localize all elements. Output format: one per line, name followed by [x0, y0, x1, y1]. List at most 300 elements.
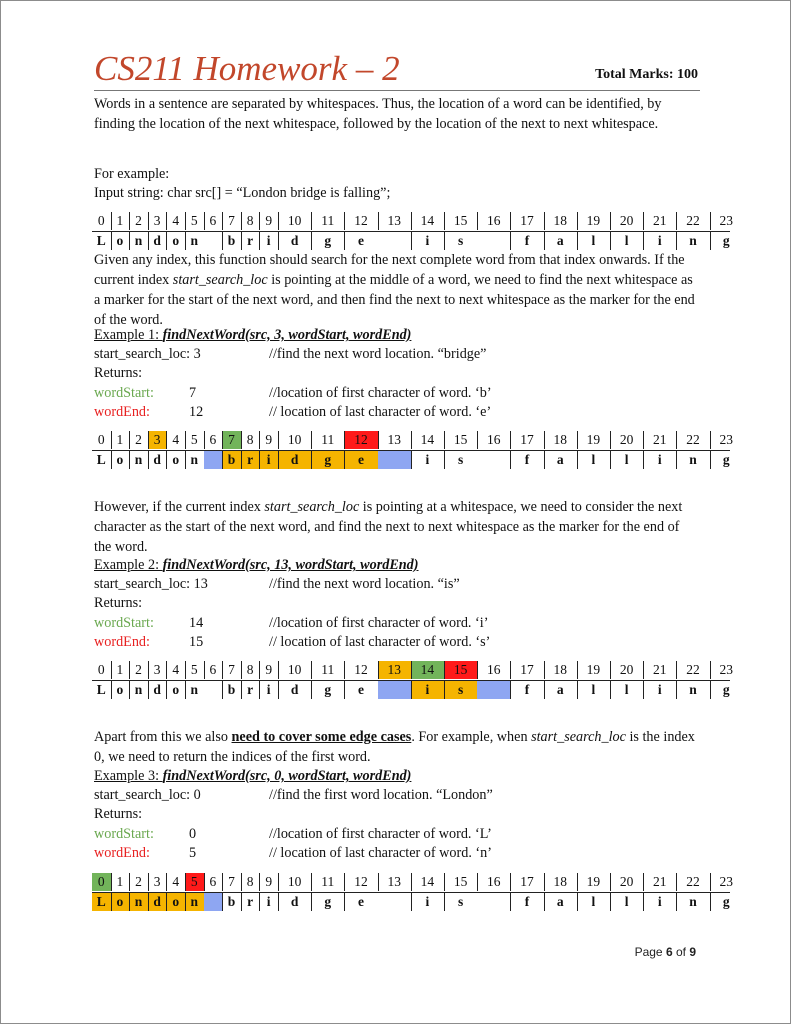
column-separator: [577, 893, 578, 911]
total-marks: Total Marks: 100: [595, 67, 698, 82]
column-separator: [676, 661, 677, 679]
column-separator: [185, 661, 186, 679]
index-char-table-example2: [92, 661, 733, 699]
char-cell: l: [624, 452, 629, 467]
column-separator: [378, 661, 379, 679]
column-separator: [544, 893, 545, 911]
column-separator: [510, 681, 511, 699]
column-separator: [643, 212, 644, 230]
index-cell: 17: [520, 213, 534, 228]
column-separator: [510, 232, 511, 250]
char-cell: l: [591, 452, 596, 467]
column-separator: [643, 232, 644, 250]
column-separator: [610, 681, 611, 699]
char-cell: s: [457, 894, 464, 909]
column-separator: [222, 232, 223, 250]
char-cell: o: [172, 682, 180, 697]
index-cell: 13: [387, 874, 401, 889]
column-separator: [148, 661, 149, 679]
char-cell: n: [134, 452, 143, 467]
column-separator: [676, 212, 677, 230]
index-cell: 10: [287, 874, 302, 889]
column-separator: [222, 431, 223, 449]
char-cell: l: [624, 894, 629, 909]
page-title: CS211 Homework – 2: [94, 49, 400, 88]
index-cell: 22: [686, 662, 700, 677]
index-cell: 3: [148, 431, 167, 449]
index-cell: 0: [97, 662, 105, 677]
index-cell: 19: [586, 432, 601, 447]
char-cell: i: [657, 233, 662, 248]
column-separator: [610, 661, 611, 679]
char-cell: n: [190, 452, 199, 467]
column-separator: [411, 212, 412, 230]
char-cell: s: [457, 452, 464, 467]
column-separator: [710, 873, 711, 891]
index-cell: 6: [209, 874, 217, 889]
column-separator: [610, 893, 611, 911]
description-paragraph: Given any index, this function should search for the next complete word from that index onwards. If the current index start_search_loc is pointing at the middle of a word, we need to find the next whitespace as a marker for the start of the next word, and then find the next to next whitespace as the marker for the end of the word.: [94, 252, 695, 328]
column-separator: [111, 681, 112, 699]
column-separator: [444, 681, 445, 699]
char-cell: [204, 451, 223, 469]
column-separator: [311, 893, 312, 911]
char-cell: i: [259, 451, 278, 469]
char-cell: n: [689, 894, 697, 909]
char-cell: n: [134, 682, 143, 697]
char-cell: a: [556, 452, 564, 467]
column-separator: [411, 873, 412, 891]
column-separator: [241, 431, 242, 449]
index-cell: 15: [453, 874, 468, 889]
column-separator: [148, 431, 149, 449]
char-cell: L: [96, 682, 106, 697]
index-cell: 14: [411, 661, 444, 679]
char-cell: n: [185, 893, 204, 911]
column-separator: [311, 431, 312, 449]
index-cell: 10: [287, 662, 302, 677]
column-separator: [259, 681, 260, 699]
column-separator: [185, 893, 186, 911]
char-cell: n: [190, 233, 199, 248]
index-cell: 0: [92, 873, 111, 891]
column-separator: [311, 212, 312, 230]
example2-start: start_search_loc: 13 //find the next word location. “is”: [94, 576, 460, 592]
column-separator: [477, 431, 478, 449]
column-separator: [278, 451, 279, 469]
char-cell: i: [266, 894, 271, 909]
example2-wordend: wordEnd: 15 // location of last character of word. ‘s’: [94, 634, 491, 650]
column-separator: [185, 681, 186, 699]
index-cell: 9: [265, 662, 273, 677]
column-separator: [111, 212, 112, 230]
column-separator: [278, 212, 279, 230]
column-separator: [222, 212, 223, 230]
column-separator: [411, 681, 412, 699]
char-cell: b: [227, 682, 236, 697]
char-cell: a: [556, 233, 564, 248]
example3-returns: Returns:: [94, 806, 143, 822]
index-cell: 14: [420, 213, 435, 228]
char-cell: o: [166, 893, 185, 911]
column-separator: [344, 451, 345, 469]
index-cell: 20: [619, 662, 634, 677]
column-separator: [259, 873, 260, 891]
index-cell: 5: [190, 213, 198, 228]
index-cell: 12: [354, 662, 368, 677]
char-cell: L: [96, 452, 106, 467]
column-separator: [411, 451, 412, 469]
index-cell: 17: [520, 432, 534, 447]
char-cell: r: [247, 233, 254, 248]
example1-start: start_search_loc: 3 //find the next word location. “bridge”: [94, 346, 487, 362]
char-cell: i: [411, 681, 444, 699]
index-cell: 22: [686, 213, 700, 228]
column-separator: [259, 212, 260, 230]
char-cell: i: [425, 894, 430, 909]
char-cell: i: [657, 682, 662, 697]
column-separator: [344, 893, 345, 911]
example1-heading: Example 1: findNextWord(src, 3, wordStart, wordEnd): [94, 327, 412, 343]
column-separator: [148, 451, 149, 469]
index-cell: 0: [97, 213, 105, 228]
index-cell: 2: [135, 213, 142, 228]
index-cell: 8: [246, 213, 254, 228]
char-cell: i: [425, 233, 430, 248]
column-separator: [477, 873, 478, 891]
column-separator: [411, 661, 412, 679]
column-separator: [111, 232, 112, 250]
column-separator: [610, 451, 611, 469]
index-cell: 13: [387, 432, 401, 447]
index-cell: 9: [265, 432, 273, 447]
column-separator: [204, 873, 205, 891]
column-separator: [311, 681, 312, 699]
column-separator: [129, 212, 130, 230]
column-separator: [222, 661, 223, 679]
column-separator: [544, 232, 545, 250]
column-separator: [166, 451, 167, 469]
index-cell: 7: [228, 213, 235, 228]
char-cell: d: [290, 682, 299, 697]
column-separator: [510, 212, 511, 230]
index-cell: 2: [135, 874, 142, 889]
column-separator: [710, 431, 711, 449]
index-cell: 18: [553, 662, 567, 677]
char-cell: e: [344, 451, 377, 469]
column-separator: [259, 893, 260, 911]
index-cell: 3: [153, 874, 161, 889]
char-cell: g: [722, 682, 730, 697]
index-cell: 6: [209, 213, 217, 228]
char-cell: e: [357, 894, 364, 909]
index-cell: 0: [97, 432, 105, 447]
column-separator: [610, 212, 611, 230]
column-separator: [610, 232, 611, 250]
index-cell: 20: [619, 432, 634, 447]
column-separator: [129, 451, 130, 469]
column-separator: [378, 873, 379, 891]
char-cell: o: [111, 893, 130, 911]
index-cell: 19: [586, 213, 601, 228]
char-cell: [477, 893, 510, 911]
column-separator: [710, 661, 711, 679]
index-cell: 23: [719, 874, 733, 889]
column-separator: [544, 661, 545, 679]
column-separator: [148, 893, 149, 911]
index-cell: 16: [487, 213, 501, 228]
char-cell: d: [153, 233, 161, 248]
column-separator: [278, 893, 279, 911]
char-cell: [204, 232, 223, 250]
char-cell: i: [657, 452, 662, 467]
char-cell: [378, 681, 411, 699]
index-cell: 9: [265, 874, 273, 889]
index-char-table-example1: [92, 431, 733, 469]
column-separator: [610, 431, 611, 449]
column-separator: [676, 893, 677, 911]
column-separator: [241, 681, 242, 699]
char-cell: l: [624, 682, 629, 697]
index-cell: 21: [653, 213, 667, 228]
column-separator: [411, 431, 412, 449]
column-separator: [311, 873, 312, 891]
example1-call: findNextWord(src, 3, wordStart, wordEnd): [162, 327, 412, 343]
index-cell: 4: [172, 213, 180, 228]
column-separator: [544, 451, 545, 469]
column-separator: [577, 681, 578, 699]
char-cell: g: [324, 682, 332, 697]
index-cell: 7: [228, 662, 235, 677]
index-cell: 15: [444, 661, 477, 679]
column-separator: [710, 232, 711, 250]
index-cell: 16: [487, 662, 501, 677]
column-separator: [241, 893, 242, 911]
index-cell: 11: [321, 432, 335, 447]
column-separator: [129, 681, 130, 699]
index-cell: 18: [553, 874, 567, 889]
column-separator: [185, 212, 186, 230]
column-separator: [278, 873, 279, 891]
example1-wordstart: wordStart: 7 //location of first character of word. ‘b’: [94, 385, 492, 401]
char-cell: d: [153, 682, 161, 697]
char-cell: r: [247, 894, 254, 909]
index-cell: 18: [553, 432, 567, 447]
char-cell: d: [290, 233, 299, 248]
example3-wordend: wordEnd: 5 // location of last character of word. ‘n’: [94, 845, 492, 861]
column-separator: [344, 681, 345, 699]
column-separator: [204, 431, 205, 449]
column-separator: [129, 873, 130, 891]
column-separator: [185, 451, 186, 469]
column-separator: [610, 873, 611, 891]
column-separator: [185, 232, 186, 250]
column-separator: [577, 873, 578, 891]
column-separator: [259, 661, 260, 679]
char-cell: g: [722, 233, 730, 248]
column-separator: [259, 451, 260, 469]
char-cell: o: [172, 452, 180, 467]
char-cell: [204, 893, 223, 911]
column-separator: [676, 451, 677, 469]
example1-wordend: wordEnd: 12 // location of last character of word. ‘e’: [94, 404, 492, 420]
index-cell: 1: [116, 662, 124, 677]
column-separator: [166, 232, 167, 250]
column-separator: [166, 212, 167, 230]
index-cell: 11: [321, 662, 335, 677]
index-cell: 8: [246, 874, 254, 889]
column-separator: [148, 232, 149, 250]
index-cell: 22: [686, 874, 700, 889]
column-separator: [148, 212, 149, 230]
column-separator: [444, 212, 445, 230]
whitespace-paragraph: However, if the current index start_search_loc is pointing at a whitespace, we need to consider the next character as the start of the next word, and find the next to next whitespace as the marker for the end of the word.: [94, 499, 683, 555]
char-cell: a: [556, 894, 564, 909]
char-cell: e: [357, 233, 364, 248]
char-cell: o: [116, 682, 124, 697]
column-separator: [643, 661, 644, 679]
index-cell: 4: [172, 874, 180, 889]
column-separator: [444, 431, 445, 449]
char-cell: b: [222, 451, 241, 469]
char-cell: d: [290, 894, 299, 909]
input-string-line: Input string: char src[] = “London bridge is falling”;: [94, 185, 391, 201]
column-separator: [477, 661, 478, 679]
index-cell: 12: [354, 874, 368, 889]
column-separator: [222, 893, 223, 911]
column-separator: [129, 232, 130, 250]
column-separator: [643, 451, 644, 469]
column-separator: [185, 431, 186, 449]
index-cell: 21: [653, 874, 667, 889]
column-separator: [166, 661, 167, 679]
char-cell: i: [266, 233, 271, 248]
column-separator: [676, 681, 677, 699]
example1-returns: Returns:: [94, 365, 143, 381]
column-separator: [710, 451, 711, 469]
char-cell: f: [524, 682, 530, 697]
example2-heading: Example 2: findNextWord(src, 13, wordStart, wordEnd): [94, 557, 419, 573]
index-cell: 2: [135, 432, 142, 447]
char-cell: L: [92, 893, 111, 911]
column-separator: [444, 451, 445, 469]
char-cell: f: [524, 452, 530, 467]
index-cell: 16: [487, 432, 501, 447]
column-separator: [444, 661, 445, 679]
char-cell: [378, 893, 411, 911]
char-cell: s: [457, 233, 464, 248]
title-divider: [94, 90, 700, 91]
index-cell: 1: [116, 213, 124, 228]
column-separator: [278, 681, 279, 699]
char-cell: i: [266, 682, 271, 697]
index-cell: 6: [209, 662, 217, 677]
index-cell: 20: [619, 213, 634, 228]
index-cell: 12: [354, 213, 368, 228]
char-cell: [204, 681, 223, 699]
column-separator: [676, 873, 677, 891]
column-separator: [577, 661, 578, 679]
char-cell: i: [657, 894, 662, 909]
char-cell: [477, 681, 510, 699]
index-cell: 10: [287, 213, 302, 228]
column-separator: [344, 431, 345, 449]
column-separator: [241, 451, 242, 469]
char-cell: [378, 451, 411, 469]
char-cell: L: [96, 233, 106, 248]
column-separator: [129, 893, 130, 911]
column-separator: [643, 893, 644, 911]
index-cell: 11: [321, 874, 335, 889]
index-cell: 4: [172, 662, 180, 677]
index-cell: 17: [520, 662, 534, 677]
index-cell: 13: [387, 213, 401, 228]
column-separator: [311, 661, 312, 679]
index-cell: 8: [246, 432, 254, 447]
column-separator: [241, 873, 242, 891]
char-cell: d: [153, 452, 161, 467]
column-separator: [577, 212, 578, 230]
index-cell: 11: [321, 213, 335, 228]
index-cell: 5: [185, 873, 204, 891]
column-separator: [222, 681, 223, 699]
index-cell: 9: [265, 213, 273, 228]
index-cell: 17: [520, 874, 534, 889]
index-cell: 5: [190, 432, 198, 447]
var-start-search-loc: start_search_loc: [172, 272, 268, 288]
index-cell: 20: [619, 874, 634, 889]
index-cell: 7: [222, 431, 241, 449]
column-separator: [510, 431, 511, 449]
char-cell: n: [689, 452, 697, 467]
column-separator: [241, 212, 242, 230]
index-cell: 19: [586, 874, 601, 889]
column-separator: [259, 232, 260, 250]
index-cell: 21: [653, 432, 667, 447]
column-separator: [643, 681, 644, 699]
column-separator: [344, 232, 345, 250]
column-separator: [166, 431, 167, 449]
char-cell: f: [524, 894, 530, 909]
index-cell: 1: [116, 432, 124, 447]
column-separator: [311, 232, 312, 250]
char-cell: n: [689, 233, 697, 248]
column-separator: [185, 873, 186, 891]
column-separator: [278, 232, 279, 250]
index-cell: 21: [653, 662, 667, 677]
index-cell: 5: [190, 662, 198, 677]
char-cell: r: [247, 682, 254, 697]
column-separator: [259, 431, 260, 449]
column-separator: [129, 661, 130, 679]
column-separator: [111, 661, 112, 679]
char-cell: o: [172, 233, 180, 248]
index-cell: 7: [228, 874, 235, 889]
column-separator: [510, 873, 511, 891]
example3-wordstart: wordStart: 0 //location of first character of word. ‘L’: [94, 826, 492, 842]
column-separator: [344, 661, 345, 679]
column-separator: [510, 661, 511, 679]
column-separator: [148, 873, 149, 891]
char-cell: f: [524, 233, 530, 248]
char-cell: r: [241, 451, 260, 469]
column-separator: [577, 431, 578, 449]
column-separator: [643, 873, 644, 891]
column-separator: [129, 431, 130, 449]
intro-paragraph: Words in a sentence are separated by whitespaces. Thus, the location of a word can be identified, by finding the location of the next whitespace, followed by the location of the next to next whitespace.: [94, 96, 662, 132]
column-separator: [166, 873, 167, 891]
char-cell: d: [148, 893, 167, 911]
